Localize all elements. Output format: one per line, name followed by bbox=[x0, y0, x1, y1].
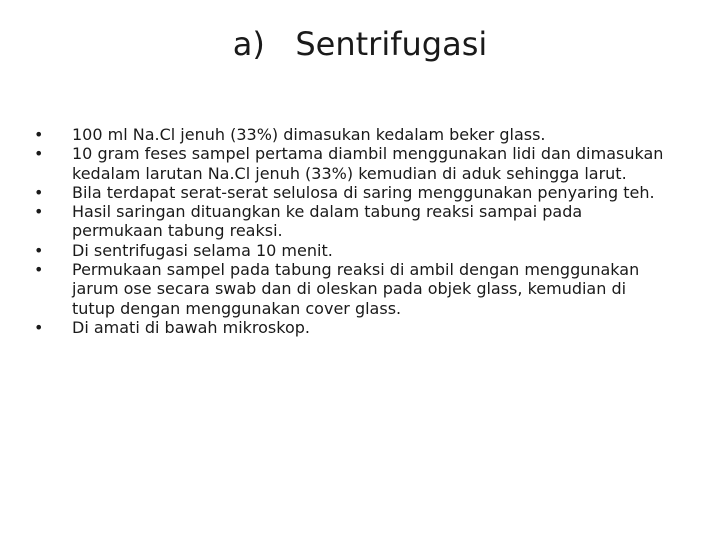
bullet-icon: • bbox=[34, 317, 44, 337]
bullet-icon: • bbox=[34, 260, 44, 280]
list-item-text: 100 ml Na.Cl jenuh (33%) dimasukan kedalam beker glass. bbox=[72, 125, 546, 144]
list-item bbox=[34, 260, 674, 318]
list-item-text: Di amati di bawah mikroskop. bbox=[72, 317, 310, 337]
bullet-icon: • bbox=[34, 240, 44, 260]
list-item-text: 10 gram feses sampel pertama diambil menggunakan lidi dan dimasukan kedalam larutan Na.Cl jenuh (33%) kemudian di aduk sehingga larut. bbox=[72, 144, 664, 183]
list-item-text: Hasil saringan dituangkan ke dalam tabung reaksi sampai pada permukaan tabung reaksi. bbox=[72, 202, 583, 241]
list-item-text: Di sentrifugasi selama 10 menit. bbox=[72, 240, 333, 260]
list-item bbox=[34, 183, 674, 202]
list-item bbox=[34, 144, 674, 183]
bullet-list bbox=[34, 125, 674, 337]
bullet-icon: • bbox=[34, 125, 44, 144]
bullet-icon: • bbox=[34, 182, 44, 202]
bullet-icon: • bbox=[34, 144, 44, 164]
bullet-icon: • bbox=[34, 202, 44, 222]
list-item bbox=[34, 202, 674, 241]
list-item-text: Permukaan sampel pada tabung reaksi di ambil dengan menggunakan jarum ose secara swab dan di oleskan pada objek glass, kemudian di tutup dengan menggunakan cover glass. bbox=[72, 260, 640, 318]
list-item bbox=[34, 241, 674, 260]
list-item bbox=[34, 125, 674, 144]
list-item bbox=[34, 318, 674, 337]
slide-title: a) Sentrifugasi bbox=[232, 25, 488, 63]
list-item-text: Bila terdapat serat-serat selulosa di saring menggunakan penyaring teh. bbox=[72, 182, 655, 202]
